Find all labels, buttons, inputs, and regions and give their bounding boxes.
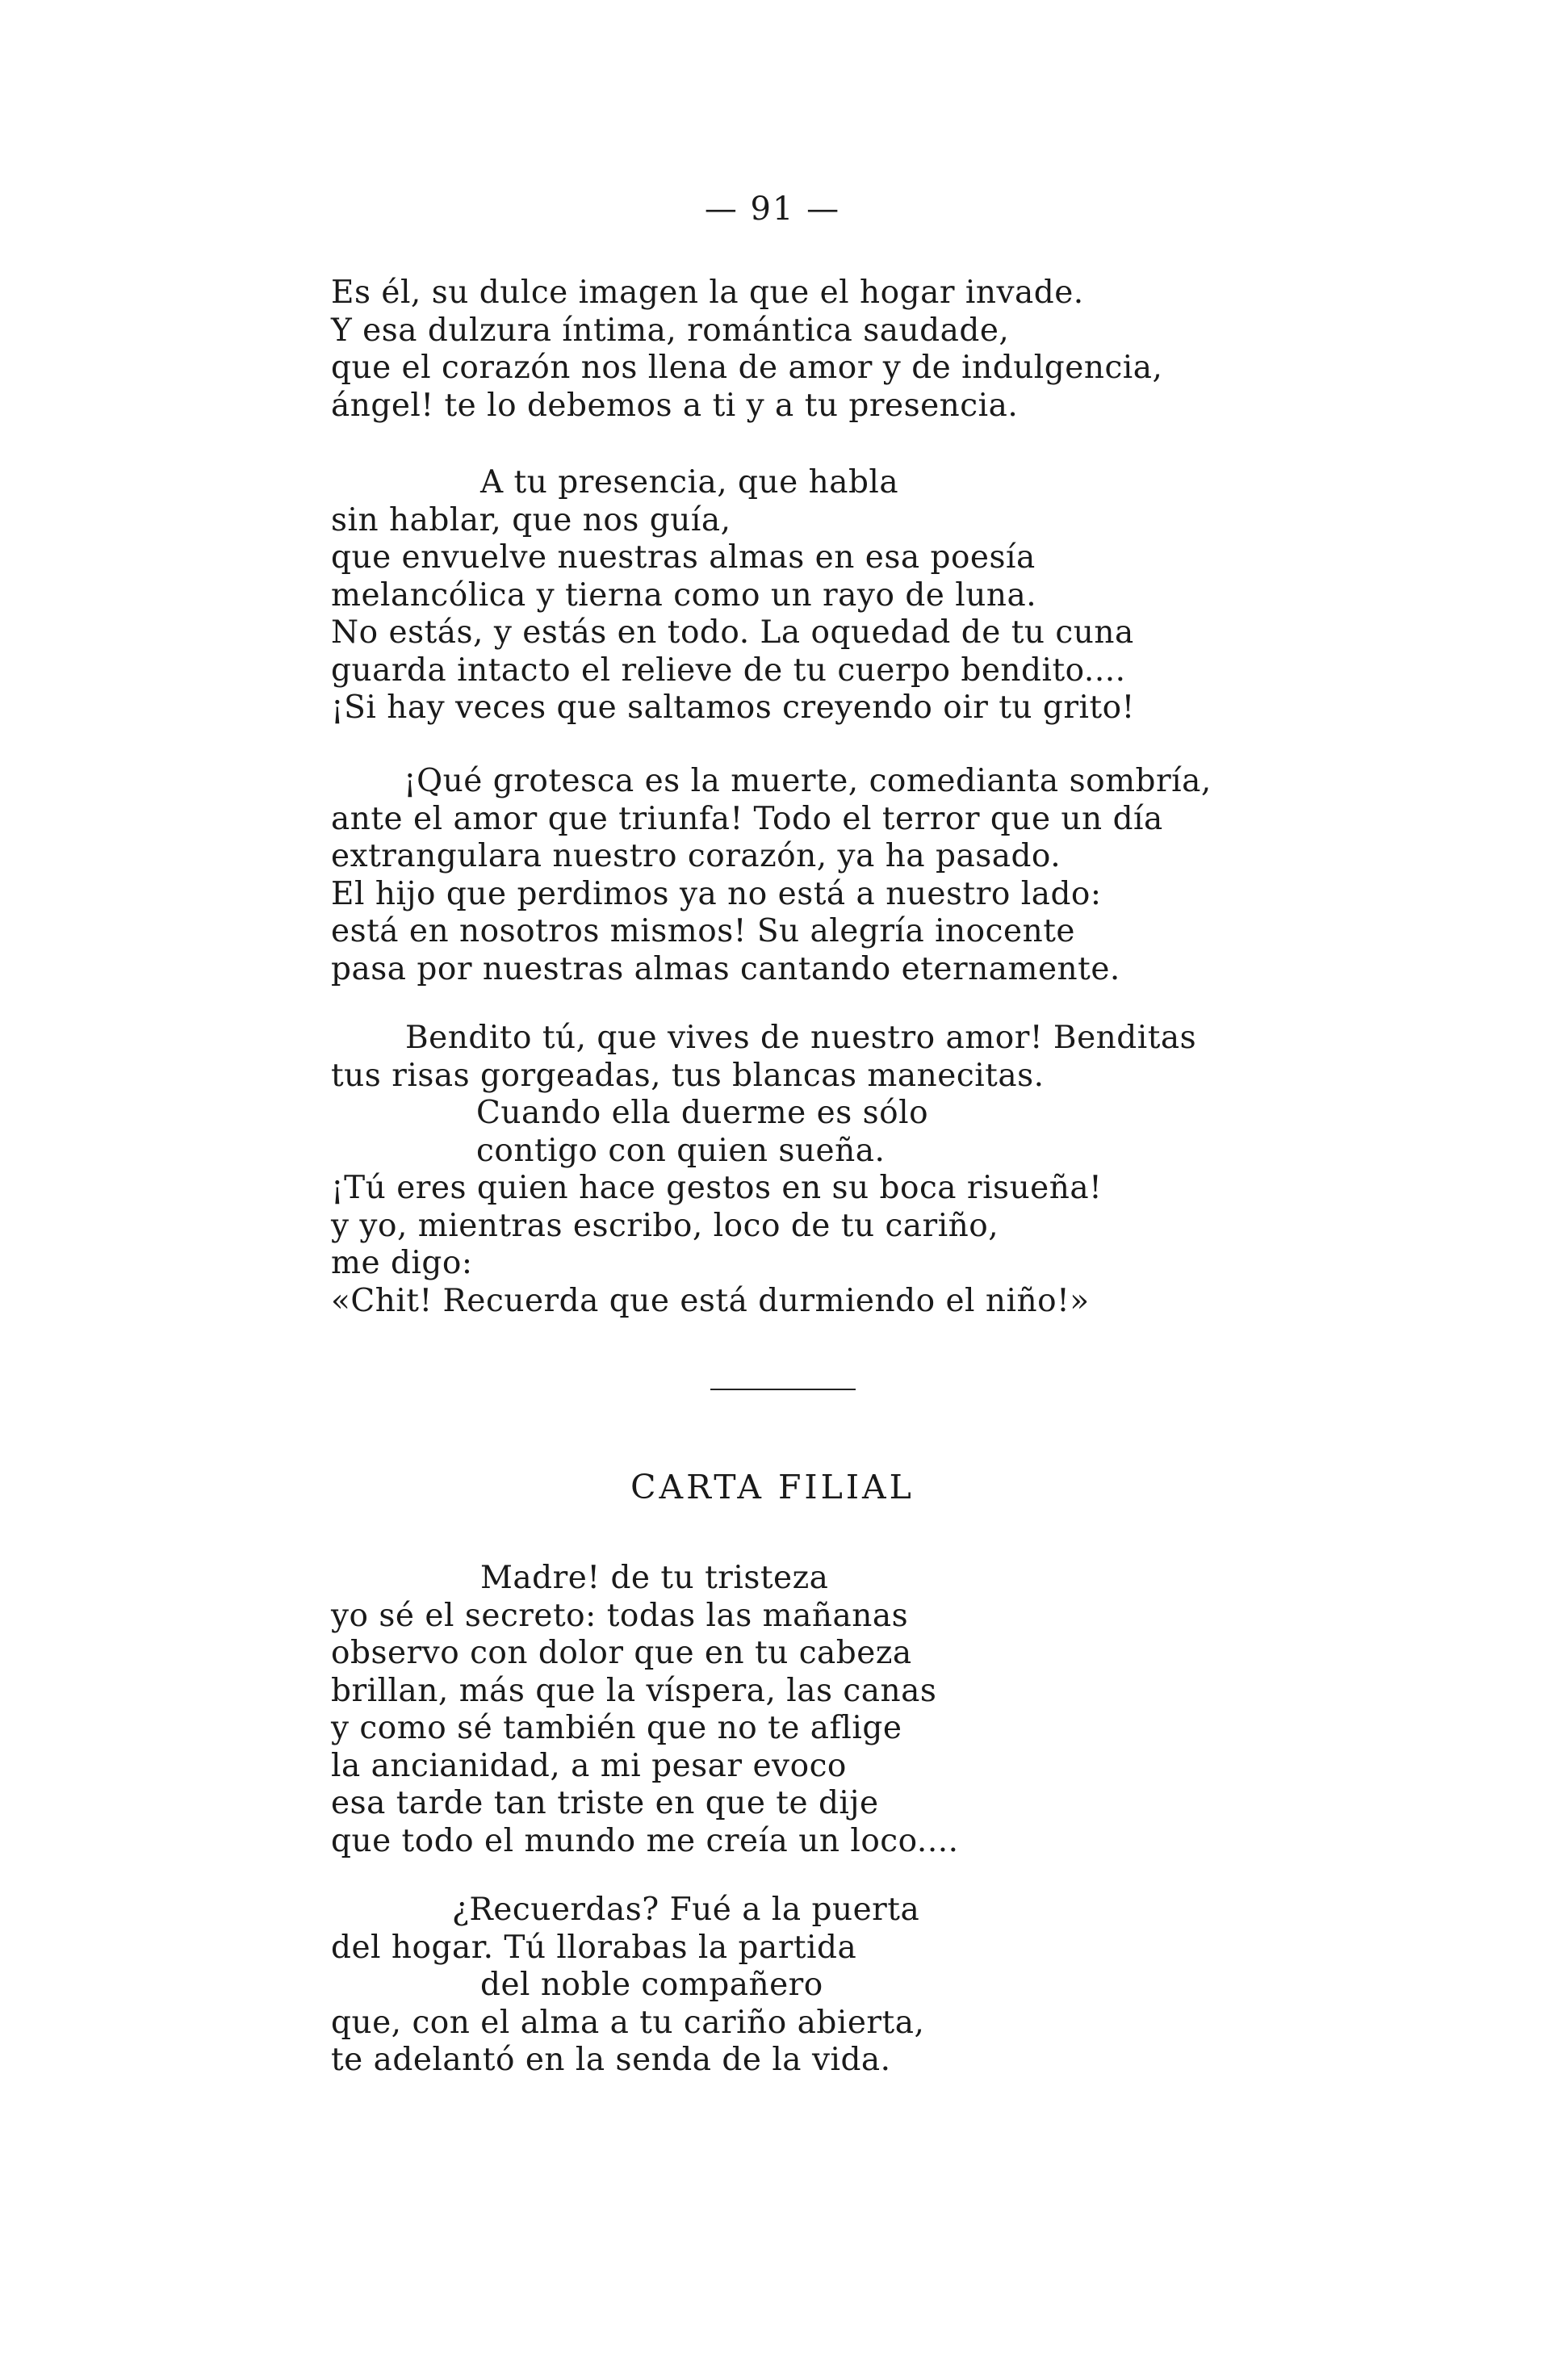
verse-line: ¡Si hay veces que saltamos creyendo oir tu grito! (331, 689, 1135, 726)
verse-line: pasa por nuestras almas cantando eternamente. (331, 950, 1120, 987)
verse-line: Es él, su dulce imagen la que el hogar invade. (331, 274, 1084, 311)
verse-line: te adelantó en la senda de la vida. (331, 2042, 891, 2078)
verse-line: brillan, más que la víspera, las canas (331, 1672, 937, 1709)
poem2-stanza-1 (331, 1560, 1300, 1860)
verse-line: ¡Tú eres quien hace gestos en su boca risueña! (331, 1170, 1103, 1206)
verse-line: del hogar. Tú llorabas la partida (331, 1929, 857, 1966)
verse-line: me digo: (331, 1245, 473, 1281)
stanza-4 (331, 1020, 1300, 1320)
verse-line: guarda intacto el relieve de tu cuerpo bendito.... (331, 652, 1126, 689)
page-number: — 91 — (704, 191, 841, 228)
verse-line: la ancianidad, a mi pesar evoco (331, 1747, 847, 1784)
verse-line: ¡Qué grotesca es la muerte, comedianta sombría, (404, 763, 1212, 799)
verse-line: y como sé también que no te aflige (331, 1710, 902, 1746)
verse-line: melancólica y tierna como un rayo de luna. (331, 576, 1037, 614)
verse-line: que envuelve nuestras almas en esa poesía (331, 539, 1036, 576)
verse-line: contigo con quien sueña. (476, 1132, 886, 1169)
verse-line: yo sé el secreto: todas las mañanas (331, 1597, 909, 1634)
verse-line: del noble compañero (480, 1967, 823, 2003)
verse-line: A tu presencia, que habla (480, 464, 899, 501)
verse-line: Y esa dulzura íntima, romántica saudade, (331, 312, 1010, 349)
stanza-1 (331, 274, 1300, 425)
verse-line: esa tarde tan triste en que te dije (331, 1785, 879, 1821)
verse-line: ángel! te lo debemos a ti y a tu presencia. (331, 387, 1019, 424)
verse-line: ¿Recuerdas? Fué a la puerta (452, 1892, 920, 1928)
verse-line: sin hablar, que nos guía, (331, 501, 731, 538)
verse-line: El hijo que perdimos ya no está a nuestro lado: (331, 875, 1102, 912)
verse-line: «Chit! Recuerda que está durmiendo el niño!» (331, 1282, 1090, 1319)
verse-line: que, con el alma a tu cariño abierta, (331, 2004, 925, 2041)
verse-line: que todo el mundo me creía un loco.... (331, 1822, 959, 1859)
verse-line: extrangulara nuestro corazón, ya ha pasado. (331, 838, 1061, 874)
stanza-3 (331, 763, 1300, 988)
verse-line: observo con dolor que en tu cabeza (331, 1635, 912, 1671)
poem2-stanza-2 (331, 1892, 1300, 2080)
verse-line: tus risas gorgeadas, tus blancas manecitas. (331, 1057, 1045, 1094)
verse-line: No estás, y estás en todo. La oquedad de tu cuna (331, 614, 1134, 651)
section-divider (710, 1389, 856, 1390)
verse-line: Madre! de tu tristeza (480, 1560, 829, 1596)
verse-line: Cuando ella duerme es sólo (476, 1095, 929, 1131)
stanza-2 (331, 464, 1300, 727)
section-title: CARTA FILIAL (630, 1468, 915, 1506)
verse-line: que el corazón nos llena de amor y de indulgencia, (331, 350, 1163, 386)
verse-line: Bendito tú, que vives de nuestro amor! Benditas (405, 1020, 1197, 1056)
verse-line: y yo, mientras escribo, loco de tu cariño, (331, 1207, 999, 1244)
verse-line: ante el amor que triunfa! Todo el terror que un día (331, 800, 1163, 837)
verse-line: está en nosotros mismos! Su alegría inocente (331, 913, 1075, 949)
